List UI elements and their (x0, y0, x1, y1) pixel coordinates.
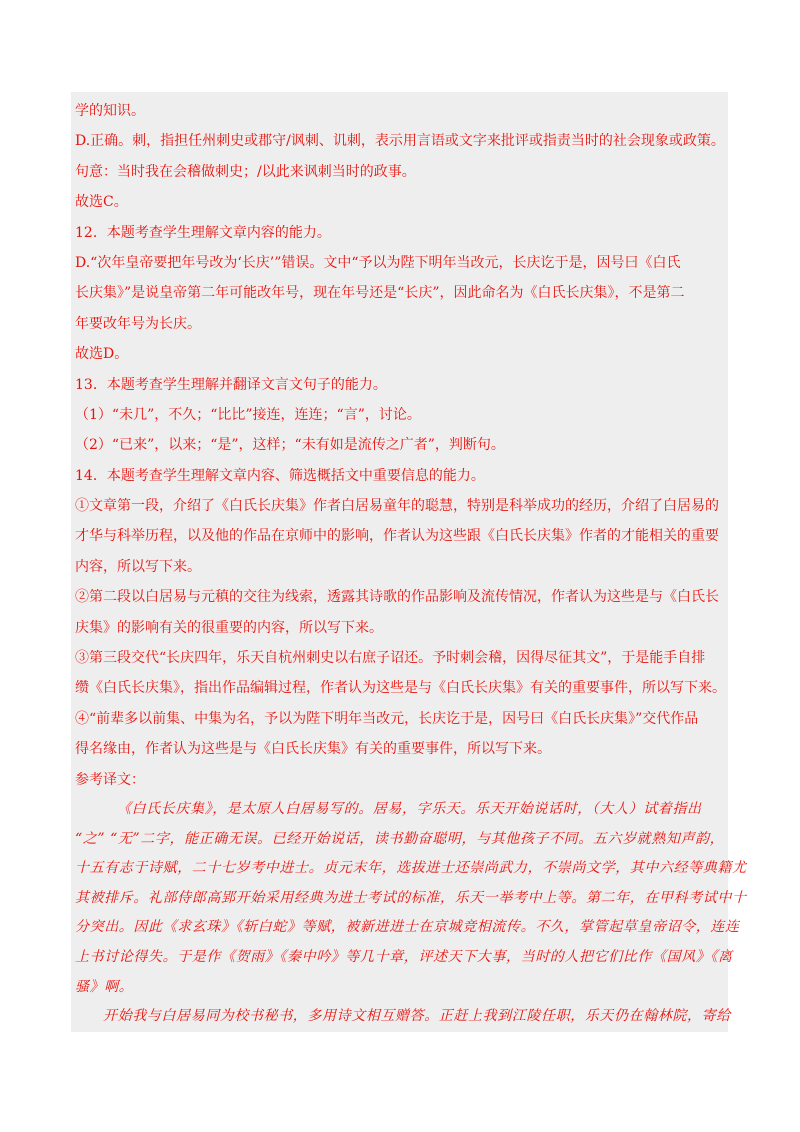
text-line: 得名缘由，作者认为这些是与《白氏长庆集》有关的重要事件，所以写下来。 (75, 741, 551, 758)
text-line: （2）“已来”，以来；“是”，这样；“未有如是流传之广者”，判断句。 (75, 437, 505, 454)
translation-line: 《白氏长庆集》，是太原人白居易写的。居易，字乐天。乐天开始说话时，（大人）试着指出 (117, 800, 702, 817)
text-line: 故选D。 (75, 346, 129, 363)
text-line: 长庆集》”是说皇帝第二年可能改年号，现在年号还是“长庆”，因此命名为《白氏长庆集》，不是第二 (75, 285, 685, 302)
document-body (75, 96, 747, 1032)
text-line: （1）“未几”，不久；“比比”接连，连连；“言”，讨论。 (75, 406, 421, 423)
text-line: 内容，所以写下来。 (75, 558, 201, 575)
section-label: 参考译文： (75, 771, 145, 788)
translation-line: “之” “无”二字，能正确无误。已经开始说话，读书勤奋聪明，与其他孩子不同。五六岁就熟知声韵， (75, 830, 725, 847)
translation-line: 分突出。因此《求玄珠》《斩白蛇》等赋，被新进进士在京城竞相流传。不久，掌管起草皇帝诏令，连连 (75, 919, 740, 936)
text-line: 才华与科举历程，以及他的作品在京师中的影响，作者认为这些跟《白氏长庆集》作者的才能相关的重要 (75, 528, 719, 545)
question-heading: 14．本题考查学生理解文章内容、筛选概括文中重要信息的能力。 (75, 467, 485, 484)
text-line: D.“次年皇帝要把年号改为‘长庆’”错误。文中“予以为陛下明年当改元，长庆讫于是，因号曰《白氏 (75, 254, 681, 271)
text-line: ①文章第一段，介绍了《白氏长庆集》作者白居易童年的聪慧，特别是科举成功的经历，介绍了白居易的 (75, 498, 719, 515)
text-line: 学的知识。 (75, 103, 145, 119)
text-line: 庆集》的影响有关的很重要的内容，所以写下来。 (75, 619, 383, 636)
text-line: 缵《白氏长庆集》，指出作品编辑过程，作者认为这些是与《白氏长庆集》有关的重要事件，所以写下来。 (75, 680, 726, 697)
translation-line: 骚》啊。 (75, 978, 134, 995)
text-line: 故选C。 (75, 194, 128, 211)
text-line: 句意：当时我在会稽做刺史；/以此来讽刺当时的政事。 (75, 163, 416, 180)
text-line: D.正确。刺，指担任州刺史或郡守/讽刺、讥刺，表示用言语或文字来批评或指责当时的社会现象或政策。 (75, 133, 725, 150)
text-line: ②第二段以白居易与元稹的交往为线索，透露其诗歌的作品影响及流传情况，作者认为这些是与《白氏长 (75, 589, 719, 606)
question-heading: 12．本题考查学生理解文章内容的能力。 (75, 224, 331, 241)
text-line: 年要改年号为长庆。 (75, 315, 201, 332)
translation-line: 上书讨论得失。于是作《贺雨》《秦中吟》等几十章，评述天下大事，当时的人把它们比作《国风》《离 (75, 948, 733, 965)
translation-line: 其被排斥。礼部侍郎高郢开始采用经典为进士考试的标准，乐天一举考中上等。第二年，在甲科考试中十 (75, 889, 747, 906)
text-line: ③第三段交代“长庆四年，乐天自杭州刺史以右庶子诏还。予时刺会稽，因得尽征其文”，于是能手自排 (75, 650, 706, 667)
translation-line: 十五有志于诗赋，二十七岁考中进士。贞元末年，选拔进士还崇尚武力，不崇尚文学，其中六经等典籍尤 (75, 860, 747, 877)
translation-line: 开始我与白居易同为校书秘书，多用诗文相互赠答。正赶上我到江陵任职，乐天仍在翰林院，寄给 (103, 1008, 731, 1025)
text-line: ④“前辈多以前集、中集为名，予以为陛下明年当改元，长庆讫于是，因号曰《白氏长庆集》”交代作品 (75, 710, 699, 727)
question-heading: 13．本题考查学生理解并翻译文言文句子的能力。 (75, 376, 387, 393)
